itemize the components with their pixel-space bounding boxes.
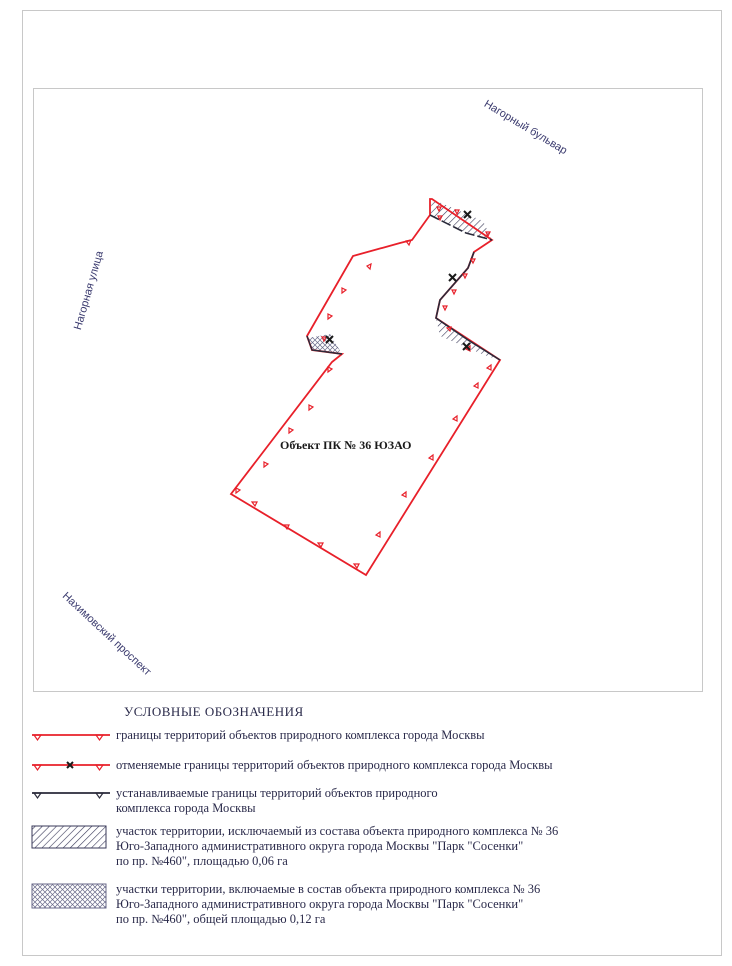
legend-line: Юго-Западного административного округа города Москвы "Парк "Сосенки" bbox=[116, 839, 524, 853]
legend-line: устанавливаемые границы территорий объектов природного bbox=[116, 786, 438, 800]
legend-title: УСЛОВНЫЕ ОБОЗНАЧЕНИЯ bbox=[124, 704, 304, 719]
street-label-nagornaya-ulitsa: Нагорная улица bbox=[72, 249, 107, 332]
cross-hatch-box-icon bbox=[30, 882, 112, 912]
boundary-ticks bbox=[236, 207, 491, 568]
street-label-nagorny-bulvar: Нагорный бульвар bbox=[481, 98, 570, 158]
legend-text bbox=[116, 758, 696, 773]
legend-line: по пр. №460", площадью 0,06 га bbox=[116, 854, 288, 868]
legend-text bbox=[116, 786, 696, 816]
legend-text bbox=[116, 882, 696, 927]
diagonal-hatch-box-icon bbox=[30, 824, 112, 854]
legend-line: Юго-Западного административного округа города Москвы "Парк "Сосенки" bbox=[116, 897, 524, 911]
legend-line: участок территории, исключаемый из состава объекта природного комплекса № 36 bbox=[116, 824, 559, 838]
object-label: Объект ПК № 36 ЮЗАО bbox=[280, 438, 412, 452]
street-label-nakhimovsky-prospekt: Нахимовский проспект bbox=[59, 590, 154, 679]
legend-line: комплекса города Москвы bbox=[116, 801, 256, 815]
legend-text bbox=[116, 824, 696, 869]
red-cancelled-boundary-line-icon bbox=[30, 758, 112, 778]
legend-line: по пр. №460", общей площадью 0,12 га bbox=[116, 912, 326, 926]
legend-line: участки территории, включаемые в состав объекта природного комплекса № 36 bbox=[116, 882, 541, 896]
park-boundary bbox=[231, 199, 500, 575]
red-boundary-line-icon bbox=[30, 728, 112, 748]
legend-text bbox=[116, 728, 696, 743]
legend-line: границы территорий объектов природного комплекса города Москвы bbox=[116, 728, 485, 742]
legend-line: отменяемые границы территорий объектов природного комплекса города Москвы bbox=[116, 758, 553, 772]
black-established-boundary-line-icon bbox=[30, 786, 112, 806]
